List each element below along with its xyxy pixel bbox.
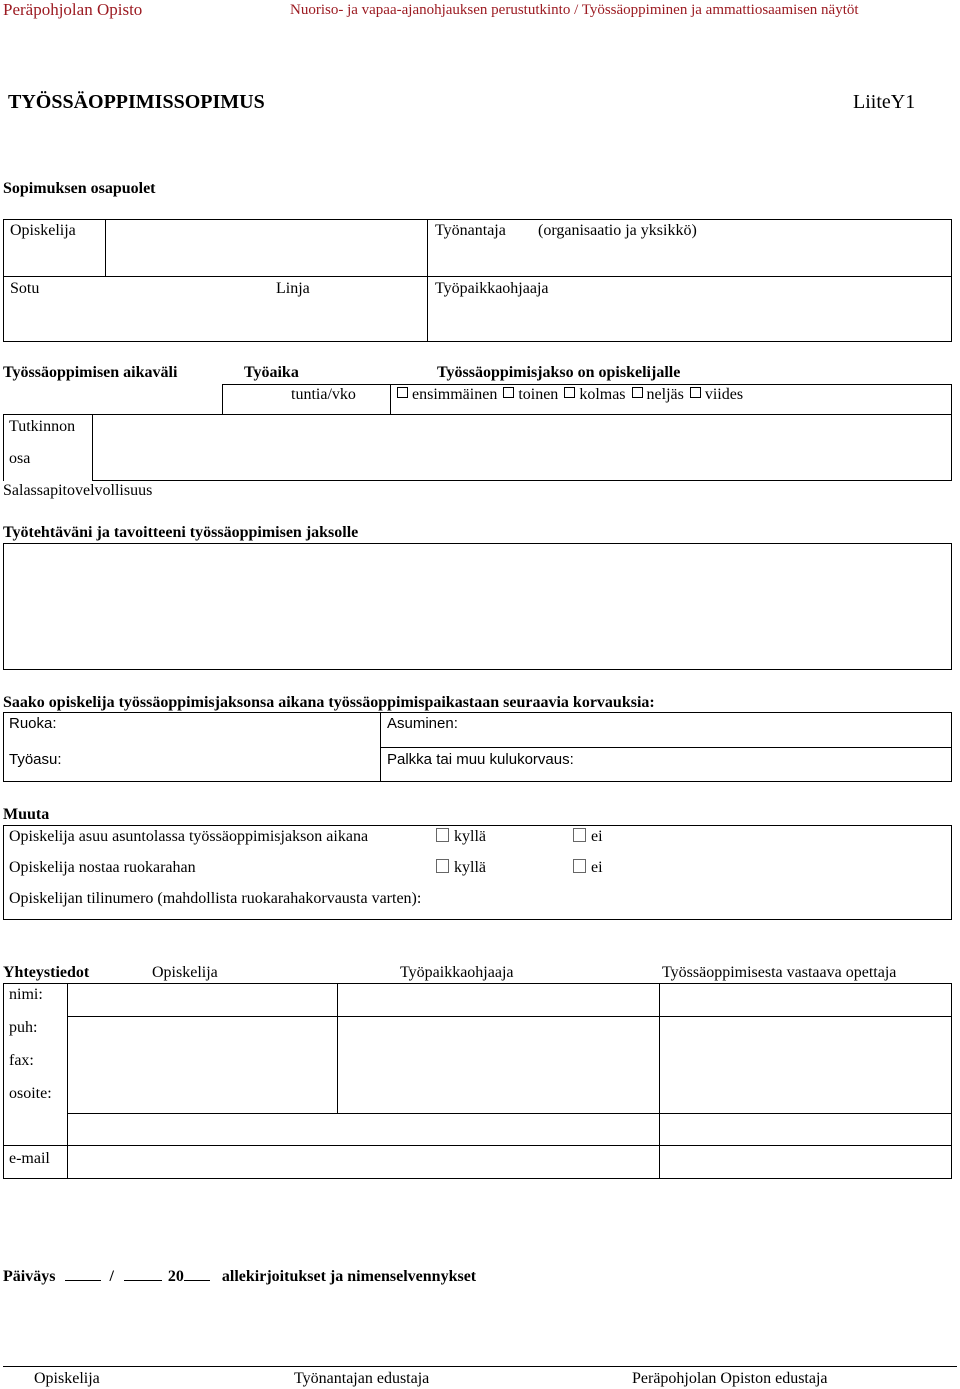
option-third: kolmas bbox=[579, 386, 626, 403]
checkbox-second[interactable] bbox=[503, 387, 514, 398]
date-label: Päiväys bbox=[3, 1268, 56, 1285]
worktime-heading: Työaika bbox=[244, 364, 299, 381]
sotu-label: Sotu bbox=[10, 280, 40, 297]
account-label: Opiskelijan tilinumero (mahdollista ruokarahakorvausta varten): bbox=[9, 890, 422, 907]
header-subtitle: Nuoriso- ja vapaa-ajanohjauksen perustutkinto / Työssäoppiminen ja ammattiosaamisen näytöt bbox=[290, 2, 859, 18]
meal-yes[interactable]: kyllä bbox=[436, 859, 486, 877]
contact-row-name: nimi: bbox=[9, 986, 43, 1003]
appendix-label: LiiteY1 bbox=[853, 91, 916, 113]
contacts-col-teacher: Työssäoppimisesta vastaava opettaja bbox=[662, 964, 897, 981]
meal-no[interactable]: ei bbox=[573, 859, 603, 877]
signer-student: Opiskelija bbox=[34, 1370, 100, 1387]
signer-employer: Työnantajan edustaja bbox=[294, 1370, 430, 1387]
document-title: TYÖSSÄOPPIMISSOPIMUS bbox=[8, 91, 265, 113]
signatures-label: allekirjoitukset ja nimenselvennykset bbox=[221, 1268, 477, 1285]
dorm-yes[interactable]: kyllä bbox=[436, 828, 486, 846]
tasks-box[interactable] bbox=[3, 543, 952, 670]
employer-note: (organisaatio ja yksikkö) bbox=[538, 222, 697, 239]
contact-row-address: osoite: bbox=[9, 1085, 52, 1102]
option-fifth: viides bbox=[704, 386, 744, 403]
parties-heading: Sopimuksen osapuolet bbox=[3, 180, 156, 197]
clothing-label: Työasu: bbox=[9, 751, 62, 768]
checkbox-first[interactable] bbox=[397, 387, 408, 398]
checkbox-icon bbox=[573, 828, 586, 842]
employer-label: Työnantaja bbox=[435, 222, 506, 239]
contact-row-email: e-mail bbox=[9, 1150, 50, 1167]
checkbox-icon bbox=[436, 859, 449, 873]
housing-label: Asuminen: bbox=[387, 715, 458, 732]
student-label: Opiskelija bbox=[10, 222, 76, 239]
date-year: 20 bbox=[167, 1268, 184, 1285]
contacts-col-student: Opiskelija bbox=[152, 964, 218, 981]
period-options bbox=[395, 386, 743, 404]
salary-label: Palkka tai muu kulukorvaus: bbox=[387, 751, 574, 768]
date-slash: / bbox=[109, 1268, 114, 1285]
period-heading: Työssäoppimisjakso on opiskelijalle bbox=[437, 364, 681, 381]
checkbox-icon bbox=[573, 859, 586, 873]
line-label: Linja bbox=[276, 280, 310, 297]
supervisor-label: Työpaikkaohjaaja bbox=[435, 280, 549, 297]
checkbox-icon bbox=[436, 828, 449, 842]
signer-school: Peräpohjolan Opiston edustaja bbox=[632, 1370, 828, 1387]
dorm-no[interactable]: ei bbox=[573, 828, 603, 846]
degree-part-label-2: osa bbox=[9, 450, 31, 467]
dorm-label: Opiskelija asuu asuntolassa työssäoppimisjakson aikana bbox=[9, 828, 369, 845]
hours-label: tuntia/vko bbox=[291, 386, 356, 403]
option-fourth: neljäs bbox=[646, 386, 684, 403]
option-second: toinen bbox=[518, 386, 559, 403]
contact-row-fax: fax: bbox=[9, 1052, 34, 1069]
contacts-heading: Yhteystiedot bbox=[3, 964, 90, 981]
tasks-heading: Työtehtäväni ja tavoitteeni työssäoppimisen jaksolle bbox=[3, 524, 359, 541]
other-heading: Muuta bbox=[3, 806, 50, 823]
checkbox-fourth[interactable] bbox=[632, 387, 643, 398]
option-first: ensimmäinen bbox=[412, 386, 498, 403]
header-org: Peräpohjolan Opisto bbox=[3, 0, 143, 19]
food-label: Ruoka: bbox=[9, 715, 57, 732]
meal-label: Opiskelija nostaa ruokarahan bbox=[9, 859, 196, 876]
date-line bbox=[3, 1266, 476, 1286]
compensation-heading: Saako opiskelija työssäoppimisjaksonsa aikana työssäoppimispaikastaan seuraavia korvauksia: bbox=[3, 694, 655, 711]
interval-heading: Työssäoppimisen aikaväli bbox=[3, 364, 178, 381]
checkbox-fifth[interactable] bbox=[690, 387, 701, 398]
confidentiality-label: Salassapitovelvollisuus bbox=[3, 482, 153, 499]
checkbox-third[interactable] bbox=[564, 387, 575, 398]
degree-part-label-1: Tutkinnon bbox=[9, 418, 76, 435]
contacts-table bbox=[3, 983, 952, 1179]
contact-row-phone: puh: bbox=[9, 1019, 38, 1036]
contacts-col-supervisor: Työpaikkaohjaaja bbox=[400, 964, 514, 981]
